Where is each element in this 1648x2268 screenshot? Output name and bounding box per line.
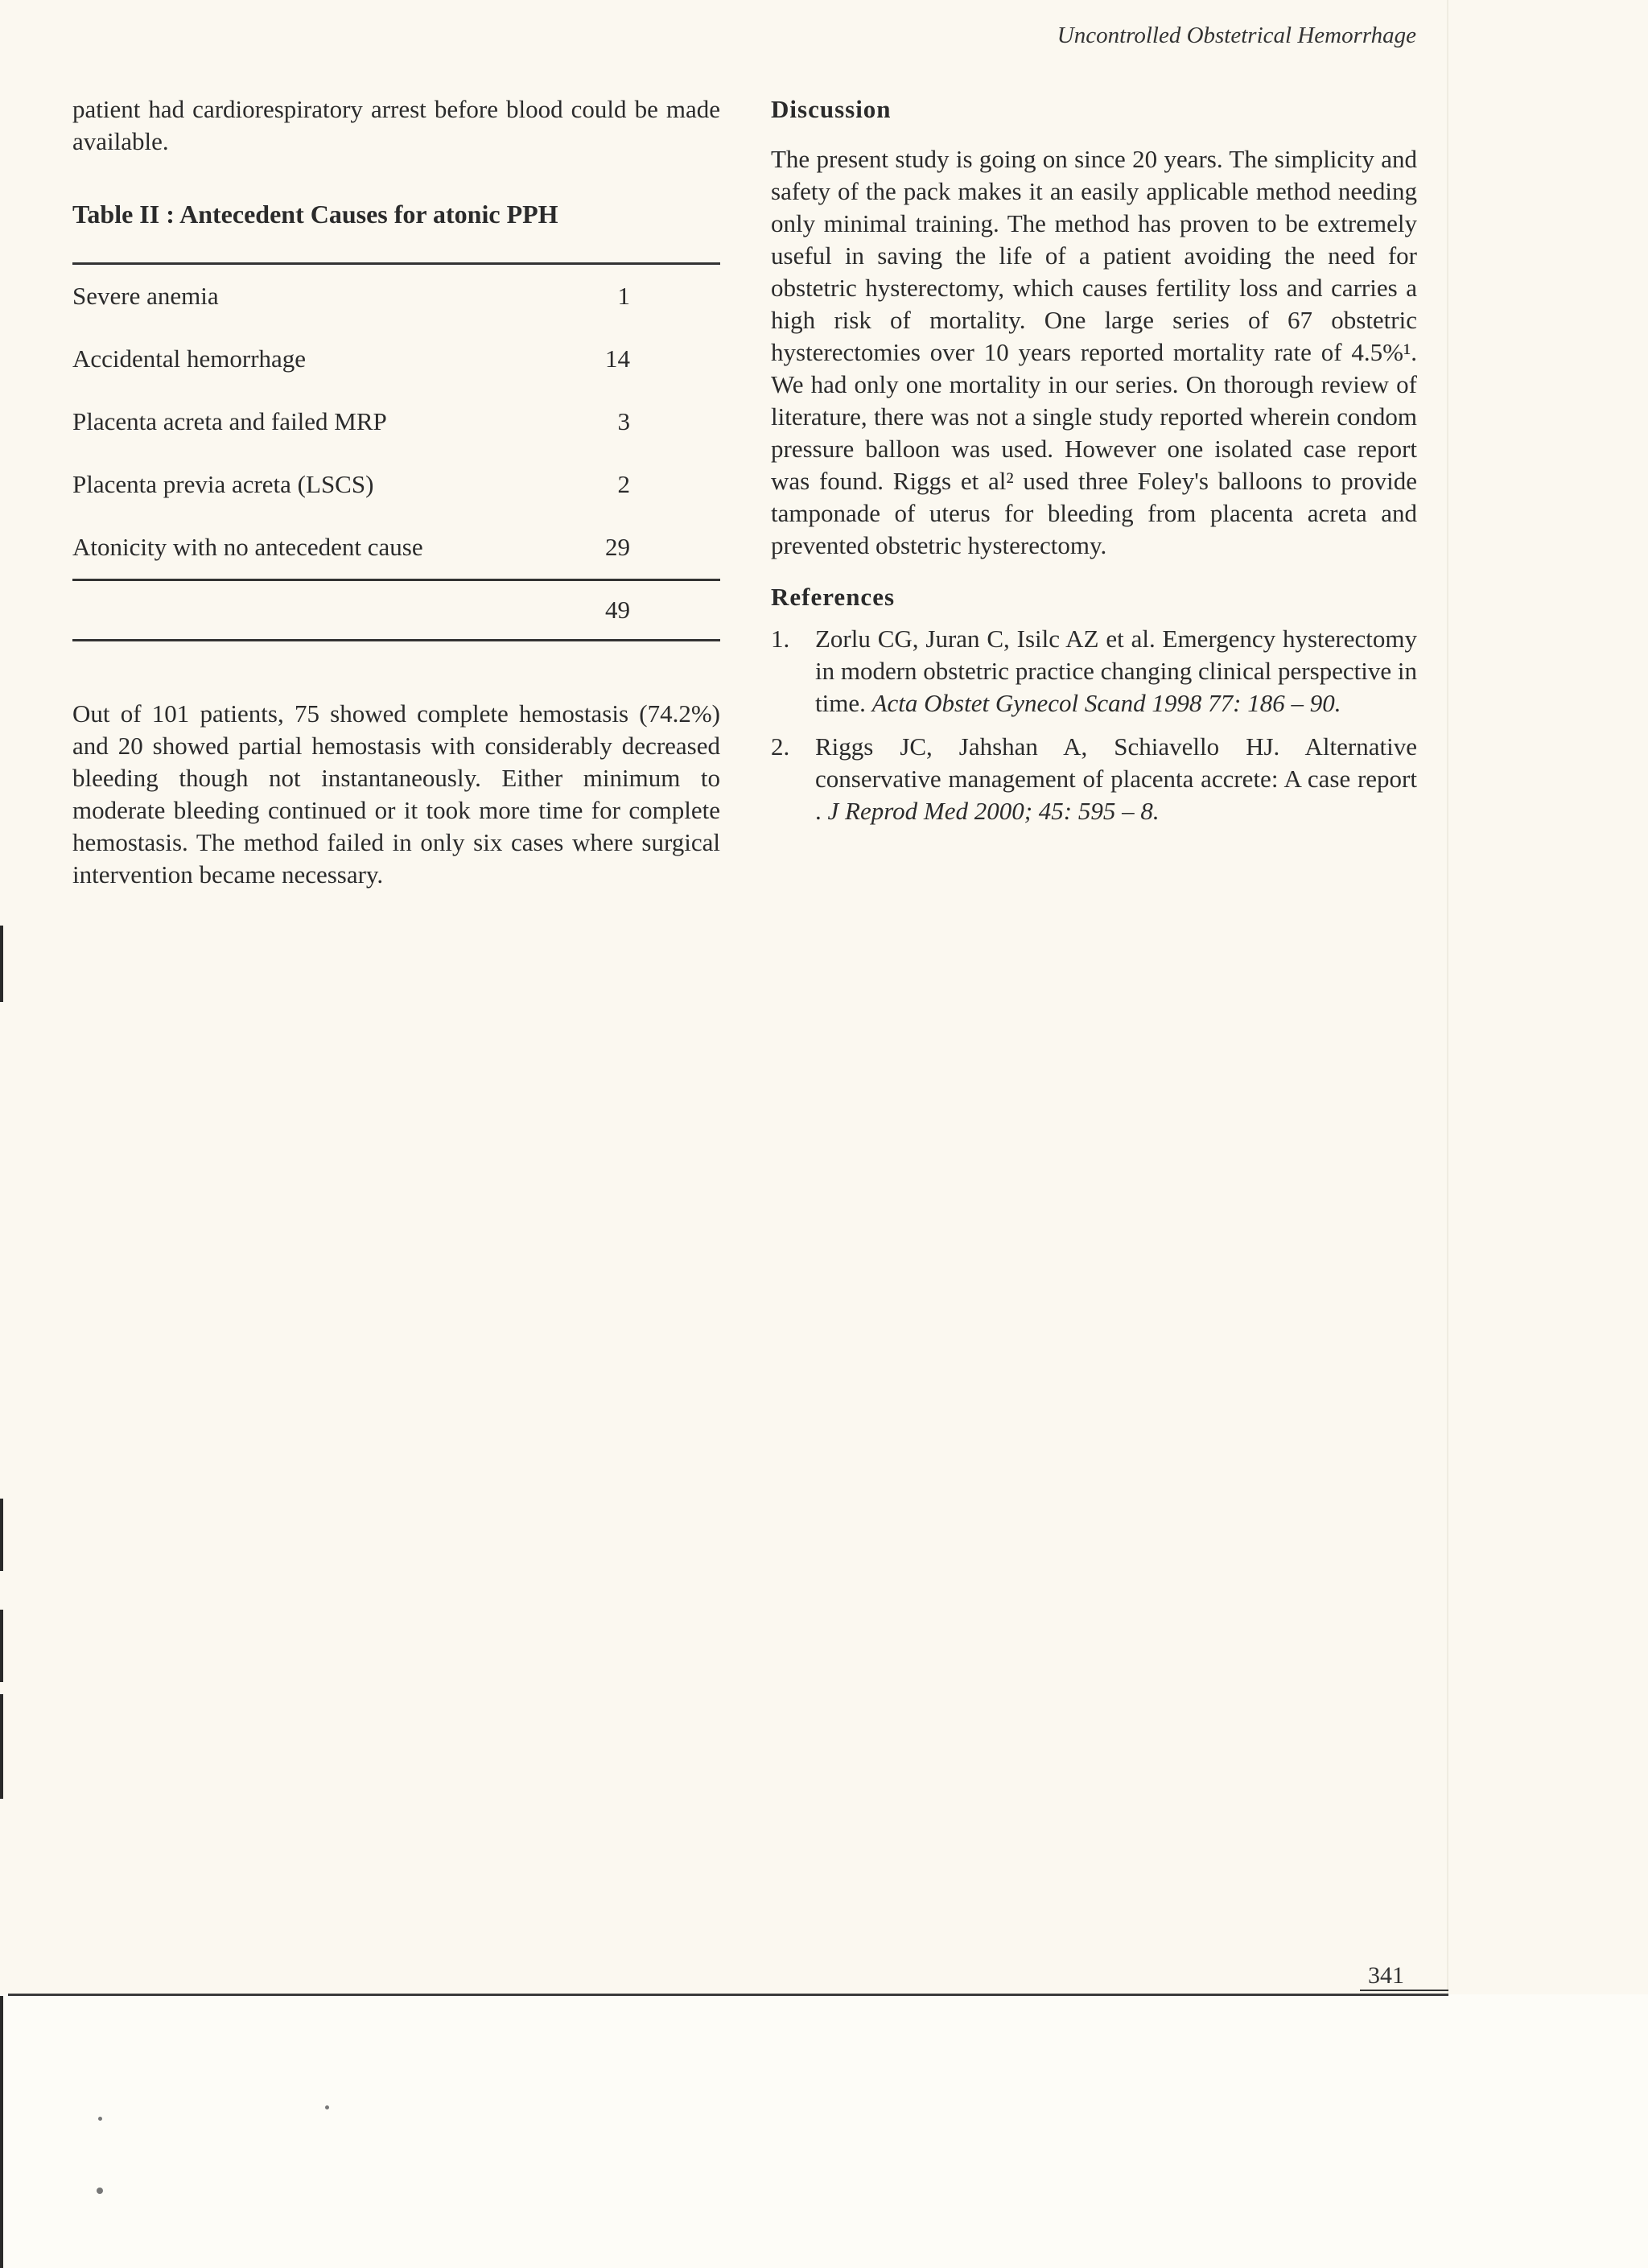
- reference-text: Riggs JC, Jahshan A, Schiavello HJ. Alternative conservative management of placenta accrete: A case report .: [815, 732, 1417, 825]
- left-column: [72, 93, 720, 891]
- cause-cell: Severe anemia: [72, 282, 219, 310]
- reference-item: [771, 623, 1417, 720]
- reference-number: 2.: [771, 732, 790, 761]
- cause-cell: Placenta acreta and failed MRP: [72, 407, 387, 435]
- count-cell: 3: [617, 407, 630, 435]
- antecedent-causes-table: [72, 262, 720, 641]
- page-number: 341: [1368, 1962, 1404, 1989]
- cause-cell: Atonicity with no antecedent cause: [72, 533, 423, 561]
- table-row: [72, 516, 720, 580]
- count-cell: 2: [617, 470, 630, 498]
- binding-mark: [0, 1610, 3, 1682]
- reference-list: [771, 623, 1417, 827]
- table-row: [72, 328, 720, 390]
- reference-item: [771, 731, 1417, 827]
- reference-number: 1.: [771, 625, 790, 653]
- table-row: [72, 265, 720, 328]
- page-number-rule: [1360, 1990, 1448, 1991]
- running-head: Uncontrolled Obstetrical Hemorrhage: [1057, 23, 1416, 48]
- count-cell: 29: [605, 533, 630, 561]
- table-caption: Table II : Antecedent Causes for atonic PPH: [72, 200, 558, 229]
- binding-mark: [0, 1996, 3, 2268]
- page-edge: [1447, 0, 1448, 1994]
- count-cell: 1: [617, 282, 630, 310]
- binding-mark: [0, 926, 3, 1002]
- table-total-row: [72, 580, 720, 641]
- dust-speck: [325, 2105, 329, 2109]
- references-heading: References: [771, 583, 896, 611]
- page-bottom-rule: [8, 1994, 1448, 1996]
- total-cell: 49: [560, 580, 720, 641]
- table-row: [72, 390, 720, 453]
- discussion-paragraph: The present study is going on since 20 years. The simplicity and safety of the pack makes it an easily applicable method needing only minimal training. The method has proven to be extremely useful in saving the life of a patient avoiding the need for obstetric hysterectomy, which causes fertility loss and carries a high risk of mortality. One large series of 67 obstetric hysterectomies over 10 years reported mortality rate of 4.5%¹. We had only one mortality in our series. On thorough review of literature, there was not a single study reported wherein condom pressure balloon was used. However one isolated case report was found. Riggs et al² used three Foley's balloons to provide tamponade of uterus for bleeding from placenta acreta and prevented obstetric hysterectomy.: [771, 145, 1417, 559]
- reference-source: J Reprod Med 2000; 45: 595 – 8.: [827, 797, 1160, 825]
- scan-background: [0, 1994, 1648, 2268]
- reference-source: Acta Obstet Gynecol Scand 1998 77: 186 – 90.: [871, 689, 1341, 717]
- discussion-heading: Discussion: [771, 95, 892, 123]
- cause-cell: Placenta previa acreta (LSCS): [72, 470, 374, 498]
- cause-cell: Accidental hemorrhage: [72, 344, 307, 373]
- dust-speck: [98, 2117, 102, 2121]
- table-row: [72, 453, 720, 516]
- binding-mark: [0, 1499, 3, 1571]
- intro-paragraph: patient had cardiorespiratory arrest before blood could be made available.: [72, 95, 720, 155]
- binding-mark: [0, 1694, 3, 1799]
- reference-text: Zorlu CG, Juran C, Isilc AZ et al. Emergency hysterectomy in modern obstetric practice changing clinical perspective in time.: [815, 625, 1418, 717]
- dust-speck: [97, 2188, 103, 2194]
- outcome-paragraph: Out of 101 patients, 75 showed complete hemostasis (74.2%) and 20 showed partial hemostasis with considerably decreased bleeding though not instantaneously. Either minimum to moderate bleeding continued or it took more time for complete hemostasis. The method failed in only six cases where surgical intervention became necessary.: [72, 699, 720, 889]
- count-cell: 14: [605, 344, 630, 373]
- right-column: [771, 93, 1417, 839]
